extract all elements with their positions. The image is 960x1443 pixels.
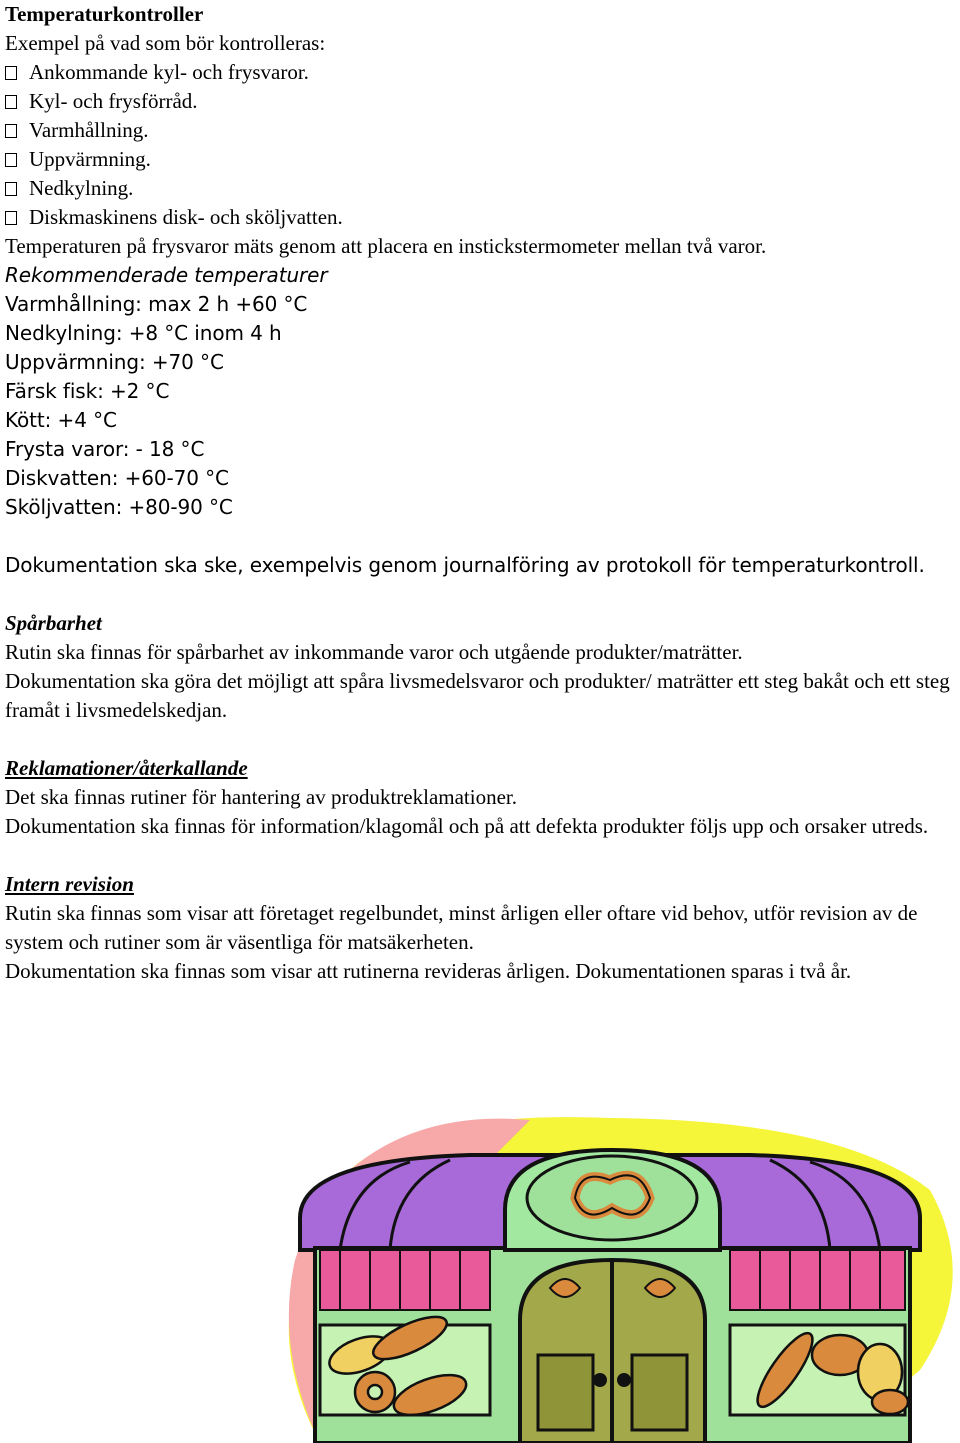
checkbox-bullet-icon	[5, 153, 17, 167]
spacer	[5, 580, 957, 609]
temperature-intro: Exempel på vad som bör kontrolleras:	[5, 31, 326, 55]
documentation-note: Dokumentation ska ske, exempelvis genom journalföring av protokoll för temperaturkontroll.	[5, 553, 925, 577]
checkbox-bullet-icon	[5, 211, 17, 225]
bullet-item: Ankommande kyl- och frysvaror.	[5, 58, 957, 87]
spacer	[5, 841, 957, 870]
spacer	[5, 522, 957, 551]
document-page	[5, 0, 957, 986]
pretzel-sign-icon	[505, 1150, 720, 1250]
checkbox-bullet-icon	[5, 95, 17, 109]
temperature-heading: Temperaturkontroller	[5, 2, 204, 26]
recommended-item: Uppvärmning: +70 °C	[5, 350, 224, 374]
complaints-text: Det ska finnas rutiner för hantering av produktreklamationer.	[5, 785, 517, 809]
recommended-heading: Rekommenderade temperaturer	[5, 263, 328, 287]
recommended-item: Kött: +4 °C	[5, 408, 117, 432]
complaints-heading: Reklamationer/återkallande	[5, 756, 248, 780]
checkbox-bullet-icon	[5, 124, 17, 138]
bakery-shop-illustration	[280, 1110, 960, 1443]
bullet-item: Varmhållning.	[5, 116, 957, 145]
recommended-item: Sköljvatten: +80-90 °C	[5, 495, 233, 519]
traceability-text: Dokumentation ska göra det möjligt att spåra livsmedelsvaror och produkter/ maträtter ett steg bakåt och ett steg framåt i livsmedelskedjan.	[5, 669, 950, 722]
audit-heading: Intern revision	[5, 872, 134, 896]
frozen-measurement-note: Temperaturen på frysvaror mäts genom att placera en instickstermometer mellan två varor.	[5, 234, 767, 258]
checkbox-bullet-icon	[5, 182, 17, 196]
bullet-item: Kyl- och frysförråd.	[5, 87, 957, 116]
recommended-item: Färsk fisk: +2 °C	[5, 379, 170, 403]
recommended-item: Frysta varor: - 18 °C	[5, 437, 205, 461]
bullet-item: Nedkylning.	[5, 174, 957, 203]
bullet-item: Diskmaskinens disk- och sköljvatten.	[5, 203, 957, 232]
traceability-text: Rutin ska finnas för spårbarhet av inkommande varor och utgående produkter/maträtter.	[5, 640, 743, 664]
bullet-item: Uppvärmning.	[5, 145, 957, 174]
spacer	[5, 725, 957, 754]
audit-text: Dokumentation ska finnas som visar att rutinerna revideras årligen. Dokumentationen sparas i två år.	[5, 959, 852, 983]
checkbox-bullet-icon	[5, 66, 17, 80]
recommended-item: Varmhållning: max 2 h +60 °C	[5, 292, 308, 316]
audit-text: Rutin ska finnas som visar att företaget regelbundet, minst årligen eller oftare vid behov, utför revision av de system och rutiner som är väsentliga för matsäkerheten.	[5, 901, 918, 954]
complaints-text: Dokumentation ska finnas för information/klagomål och på att defekta produkter följs upp och orsaker utreds.	[5, 814, 929, 838]
recommended-item: Nedkylning: +8 °C inom 4 h	[5, 321, 282, 345]
door	[520, 1260, 705, 1443]
recommended-temperatures	[5, 261, 957, 580]
traceability-heading: Spårbarhet	[5, 611, 102, 635]
recommended-item: Diskvatten: +60-70 °C	[5, 466, 229, 490]
